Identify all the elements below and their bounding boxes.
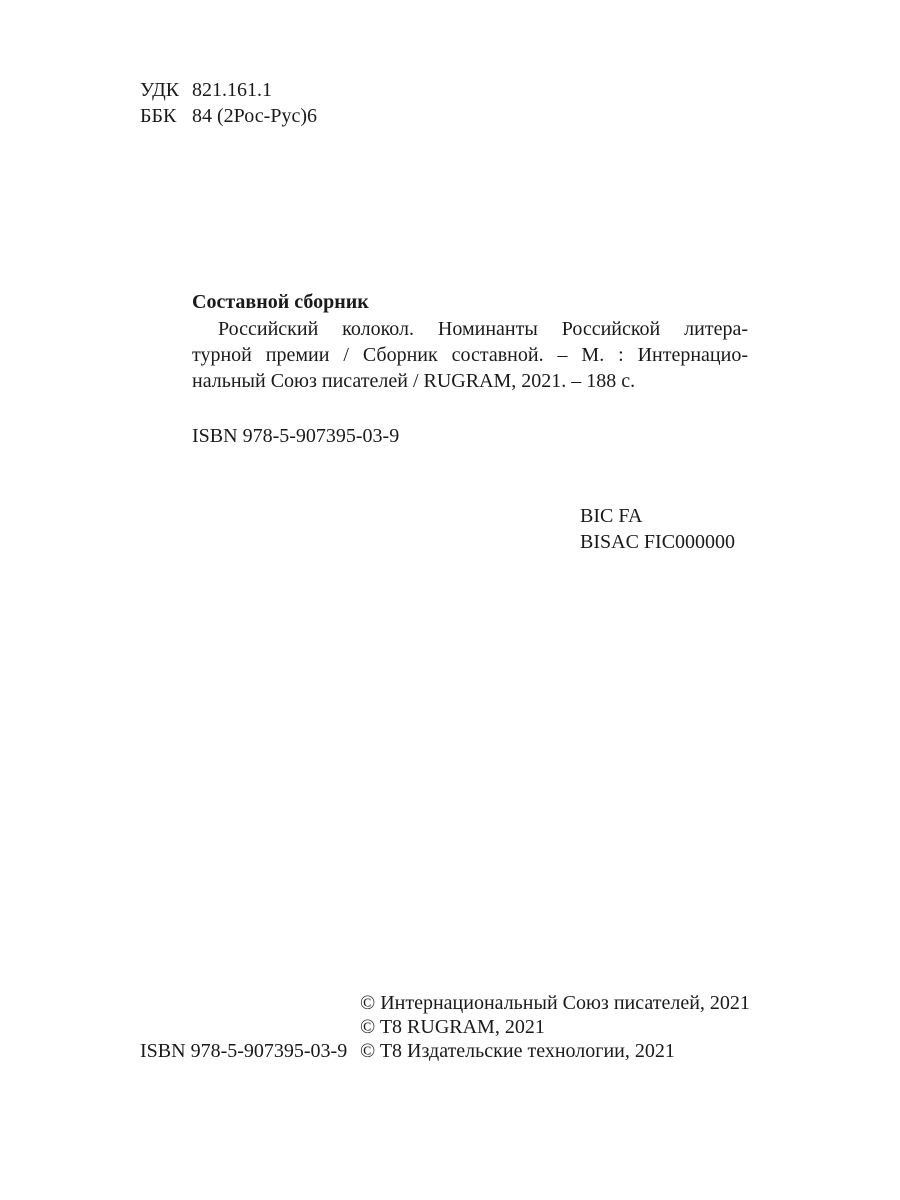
copyright-line-1: © Интернациональный Союз писателей, 2021	[360, 992, 750, 1014]
bbk-value: 84 (2Рос-Рус)6	[192, 105, 317, 127]
bbk-line	[140, 103, 317, 129]
bbk-label: ББК	[140, 105, 177, 127]
record-isbn: ISBN 978-5-907395-03-9	[192, 425, 400, 447]
record-heading: Составной сборник	[192, 291, 369, 313]
udk-line	[140, 77, 272, 103]
udk-value: 821.161.1	[192, 79, 272, 101]
record-line-1: Российский колокол. Номинанты Российской литера-	[218, 318, 748, 340]
bic-code: BIC FA	[580, 505, 643, 527]
copyright-line-3: © T8 Издательские технологии, 2021	[360, 1040, 675, 1062]
copyright-line-2: © T8 RUGRAM, 2021	[360, 1016, 545, 1038]
footer-isbn: ISBN 978-5-907395-03-9	[140, 1040, 348, 1062]
record-line-3: нальный Союз писателей / RUGRAM, 2021. – 188 с.	[192, 370, 636, 392]
bisac-code: BISAC FIC000000	[580, 531, 736, 553]
record-line-2: турной премии / Сборник составной. – М. : Интернацио-	[192, 344, 748, 366]
udk-label: УДК	[140, 79, 180, 101]
